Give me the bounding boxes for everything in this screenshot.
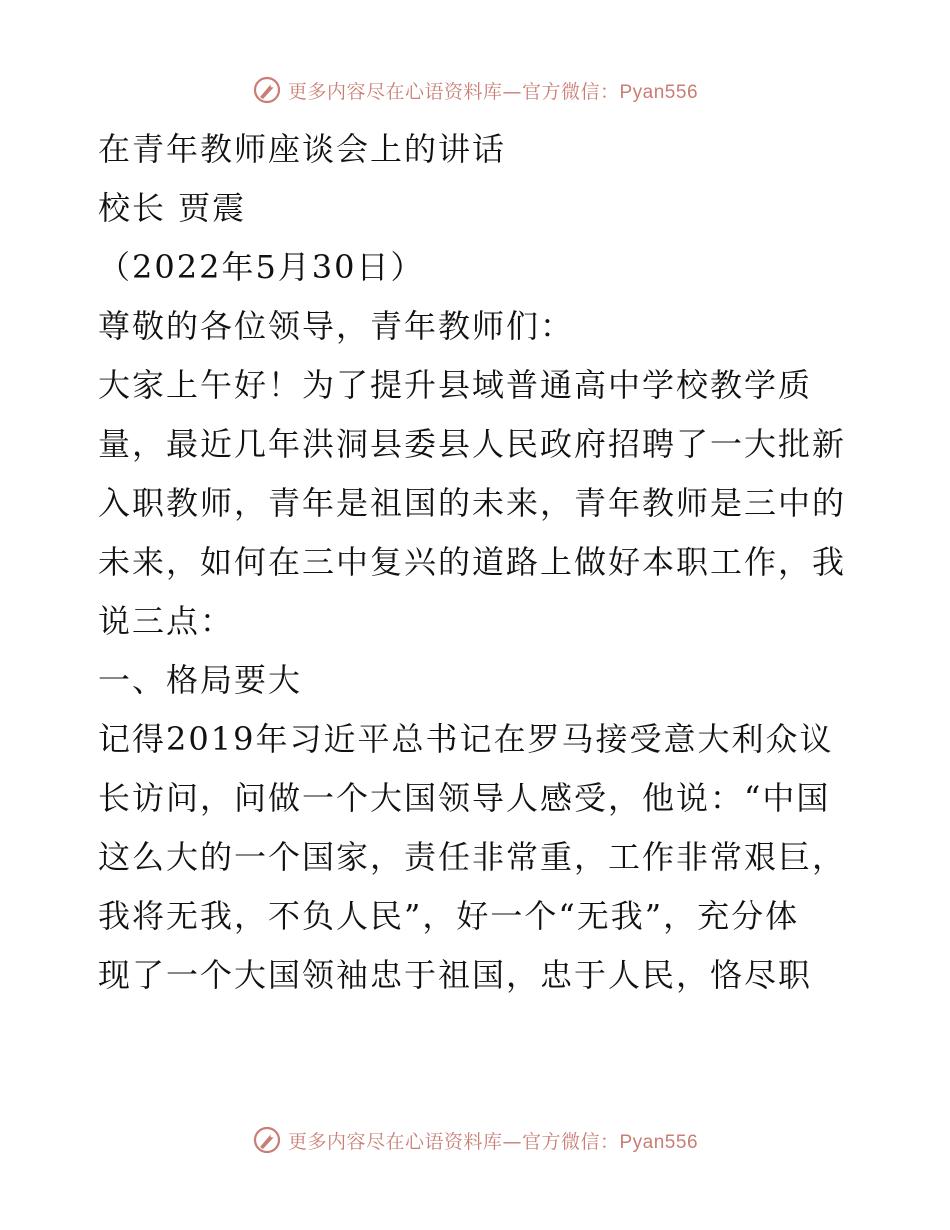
document-date: （2022年5月30日）: [98, 248, 425, 286]
document-body: [98, 120, 858, 1005]
paragraph-line: 未来，如何在三中复兴的道路上做好本职工作，我: [98, 543, 847, 581]
paragraph-line: 大家上午好！为了提升县域普通高中学校教学质: [98, 366, 813, 404]
pen-nib-logo-icon: [252, 75, 282, 105]
paragraph-line: 这么大的一个国家，责任非常重，工作非常艰巨，: [98, 838, 847, 876]
paragraph-section-one: [98, 710, 858, 1005]
paragraph-line: 记得2019年习近平总书记在罗马接受意大利众议: [98, 720, 834, 758]
document-author: 校长 贾震: [98, 189, 247, 227]
footer-watermark-banner: [0, 1120, 950, 1160]
salutation: 尊敬的各位领导，青年教师们：: [98, 307, 575, 345]
pen-nib-logo-icon: [252, 1125, 282, 1155]
paragraph-line: 现了一个大国领袖忠于祖国，忠于人民，恪尽职: [98, 956, 813, 994]
watermark-handle: Pyan556: [619, 81, 699, 103]
paragraph-line: 量，最近几年洪洞县委县人民政府招聘了一大批新: [98, 425, 847, 463]
section-heading: 一、格局要大: [98, 661, 303, 699]
document-title: 在青年教师座谈会上的讲话: [98, 130, 507, 168]
paragraph-intro: [98, 356, 858, 651]
paragraph-line: 我将无我，不负人民”，好一个“无我”，充分体: [98, 897, 800, 935]
paragraph-line: 入职教师，青年是祖国的未来，青年教师是三中的: [98, 484, 847, 522]
watermark-text: 更多内容尽在心语资料库—官方微信：Pyan556: [287, 1130, 699, 1153]
watermark-handle: Pyan556: [619, 1131, 699, 1153]
paragraph-line: 长访问，问做一个大国领导人感受，他说：“中国: [98, 779, 831, 817]
paragraph-line: 说三点：: [98, 602, 235, 640]
header-watermark-banner: [0, 70, 950, 110]
watermark-text: 更多内容尽在心语资料库—官方微信：Pyan556: [287, 80, 699, 103]
